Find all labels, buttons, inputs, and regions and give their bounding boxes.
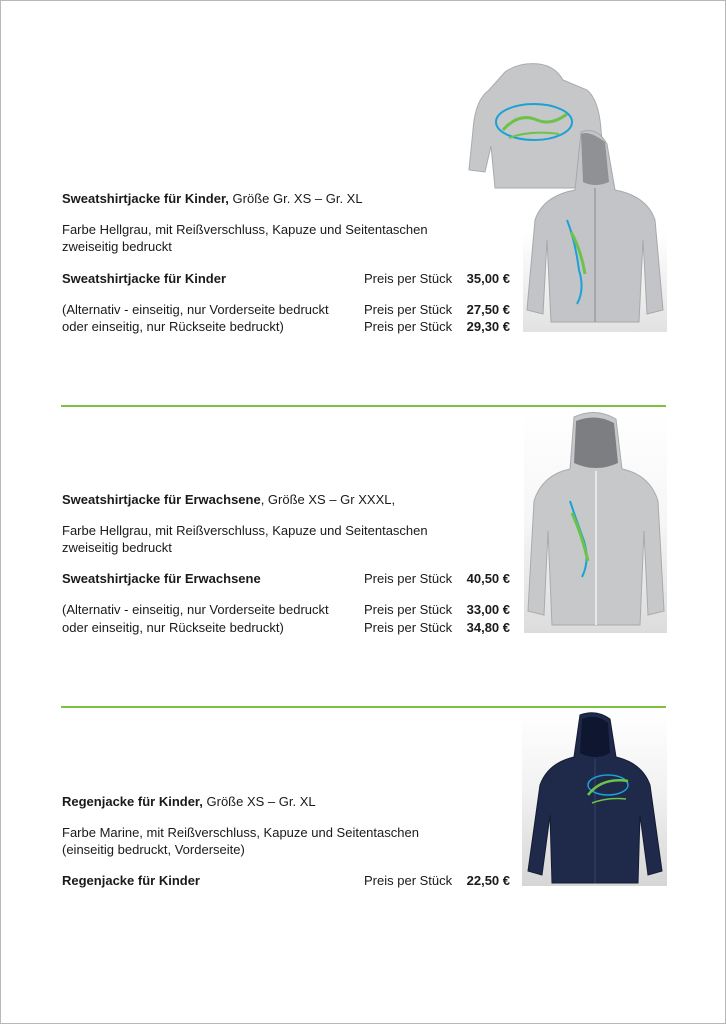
price-label: Preis per Stück: [364, 571, 453, 586]
alternative-price-back: 29,30 €: [466, 319, 510, 334]
price-label: Preis per Stück: [364, 602, 453, 617]
price-label: Preis per Stück: [364, 302, 453, 317]
product-name: Regenjacke für Kinder: [62, 873, 200, 888]
section-divider: [61, 405, 666, 407]
product-title: [62, 793, 316, 810]
alternative-line: oder einseitig, nur Rückseite bedruckt): [62, 319, 284, 334]
product-title: [62, 190, 363, 207]
product-title: [62, 491, 395, 508]
price-label: Preis per Stück: [364, 271, 453, 286]
price-label: Preis per Stück: [364, 620, 453, 635]
product-title-size: Größe XS – Gr. XL: [202, 794, 316, 809]
grey-kids-hoodie-photo: [459, 60, 667, 332]
alternative-price-front: 33,00 €: [466, 602, 510, 617]
alternative-line: (Alternativ - einseitig, nur Vorderseite bedruckt: [62, 302, 329, 317]
price-label: Preis per Stück: [364, 319, 453, 334]
product-description-line: Farbe Hellgrau, mit Reißverschluss, Kapuze und Seitentaschen: [62, 222, 428, 237]
grey-adult-hoodie-photo: [524, 411, 667, 633]
product-description-line: Farbe Marine, mit Reißverschluss, Kapuze und Seitentaschen: [62, 825, 419, 840]
product-description-line: zweiseitig bedruckt: [62, 540, 172, 555]
product-name: Sweatshirtjacke für Kinder: [62, 271, 226, 286]
product-description-line: zweiseitig bedruckt: [62, 239, 172, 254]
alternative-line: (Alternativ - einseitig, nur Vorderseite bedruckt: [62, 602, 329, 617]
alternative-line: oder einseitig, nur Rückseite bedruckt): [62, 620, 284, 635]
price-label: Preis per Stück: [364, 873, 453, 888]
product-description-line: Farbe Hellgrau, mit Reißverschluss, Kapuze und Seitentaschen: [62, 523, 428, 538]
product-name: Sweatshirtjacke für Erwachsene: [62, 571, 261, 586]
navy-rain-jacket-photo: [522, 711, 667, 886]
alternative-price-front: 27,50 €: [466, 302, 510, 317]
product-description-line: (einseitig bedruckt, Vorderseite): [62, 842, 245, 857]
product-title-size: , Größe XS – Gr XXXL,: [260, 492, 396, 507]
product-price: 40,50 €: [466, 571, 510, 586]
section-divider: [61, 706, 666, 708]
product-title-bold: Sweatshirtjacke für Kinder,: [62, 191, 229, 206]
product-price: 35,00 €: [466, 271, 510, 286]
product-title-bold: Sweatshirtjacke für Erwachsene: [62, 492, 261, 507]
product-price: 22,50 €: [466, 873, 510, 888]
product-title-size: Größe Gr. XS – Gr. XL: [228, 191, 363, 206]
product-title-bold: Regenjacke für Kinder,: [62, 794, 203, 809]
alternative-price-back: 34,80 €: [466, 620, 510, 635]
